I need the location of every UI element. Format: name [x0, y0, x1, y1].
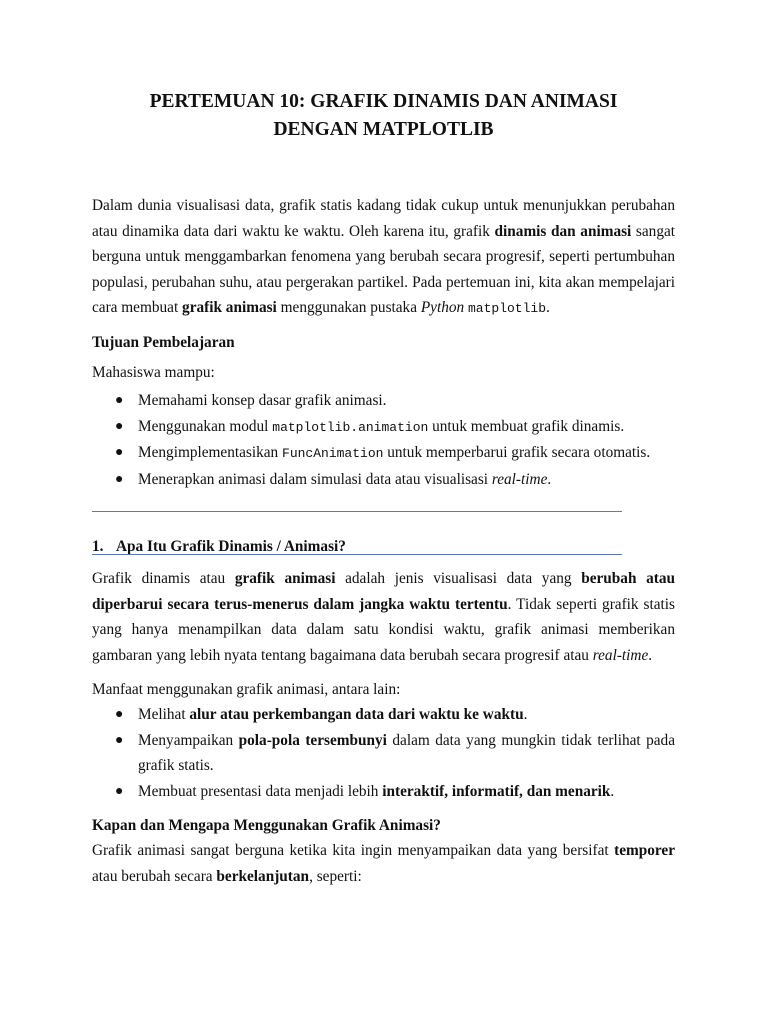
when-line-2: atau berubah secara berkelanjutan, seperti:	[92, 867, 362, 885]
title-line-1: PERTEMUAN 10: GRAFIK DINAMIS DAN ANIMASI	[149, 91, 618, 112]
section-rule-top	[92, 511, 622, 512]
intro-line-4: populasi, perubahan suhu, atau pergerakan partikel. Pada pertemuan ini, kita akan mempelajari	[92, 273, 675, 291]
s1-line-2: diperbarui secara terus-menerus dalam jangka waktu tertentu. Tidak seperti grafik statis	[92, 595, 675, 613]
objectives-heading: Tujuan Pembelajaran	[92, 334, 235, 351]
title-line-2: DENGAN MATPLOTLIB	[273, 119, 494, 140]
section-1-paragraph	[92, 566, 675, 668]
list-item: ● Menerapkan animasi dalam simulasi data atau visualisasi real-time.	[92, 467, 675, 493]
document-title	[92, 88, 675, 144]
code-matplotlib: matplotlib	[468, 301, 547, 317]
list-item: ● Memahami konsep dasar grafik animasi.	[92, 388, 675, 414]
code-funcanimation: FuncAnimation	[282, 446, 384, 462]
intro-paragraph	[92, 193, 675, 322]
list-item: ● Mengimplementasikan FuncAnimation untuk memperbarui grafik secara otomatis.	[92, 440, 675, 467]
bullet-icon: ●	[115, 783, 124, 799]
objectives-lead: Mahasiswa mampu:	[92, 364, 215, 381]
list-item: ● Melihat alur atau perkembangan data dari waktu ke waktu.	[92, 702, 675, 728]
list-item: ● Menggunakan modul matplotlib.animation untuk membuat grafik dinamis.	[92, 414, 675, 441]
when-line-1: Grafik animasi sangat berguna ketika kita ingin menyampaikan data yang bersifat temporer	[92, 842, 675, 859]
list-item: ● Membuat presentasi data menjadi lebih interaktif, informatif, dan menarik.	[92, 779, 675, 805]
bullet-icon: ●	[115, 393, 124, 408]
section-title: Apa Itu Grafik Dinamis / Animasi?	[116, 537, 346, 555]
section-number: 1.	[92, 537, 104, 555]
section-rule-bottom	[92, 554, 622, 555]
intro-line-2: atau dinamika data dari waktu ke waktu. Oleh karena itu, grafik dinamis dan animasi sangat	[92, 222, 676, 240]
intro-line-3: berguna untuk menggambarkan fenomena yang berubah secara progresif, seperti pertumbuhan	[92, 248, 675, 266]
s1-line-3: yang hanya menampilkan data dalam satu kondisi waktu, grafik animasi memberikan	[92, 621, 675, 639]
when-paragraph	[92, 838, 675, 889]
list-item: ● Menyampaikan pola-pola tersembunyi dalam data yang mungkin tidak terlihat pada grafik statis.	[92, 728, 675, 779]
objectives-list	[92, 388, 675, 492]
bullet-icon: ●	[115, 471, 124, 487]
bullet-icon: ●	[115, 418, 124, 434]
benefits-lead: Manfaat menggunakan grafik animasi, antara lain:	[92, 681, 401, 698]
s1-line-4: gambaran yang lebih nyata tentang bagaimana data berubah secara progresif atau real-time.	[92, 646, 653, 664]
bullet-icon: ●	[115, 732, 124, 748]
intro-line-5: cara membuat grafik animasi menggunakan pustaka Python matplotlib.	[92, 299, 550, 317]
bullet-icon: ●	[115, 707, 124, 722]
intro-line-1: Dalam dunia visualisasi data, grafik statis kadang tidak cukup untuk menunjukkan perubahan	[92, 197, 675, 214]
code-matplotlib-animation: matplotlib.animation	[272, 419, 429, 435]
when-heading: Kapan dan Mengapa Menggunakan Grafik Animasi?	[92, 817, 441, 834]
bullet-icon: ●	[115, 445, 124, 461]
s1-line-1: Grafik dinamis atau grafik animasi adalah jenis visualisasi data yang berubah atau	[92, 570, 676, 587]
benefits-list	[92, 702, 675, 804]
